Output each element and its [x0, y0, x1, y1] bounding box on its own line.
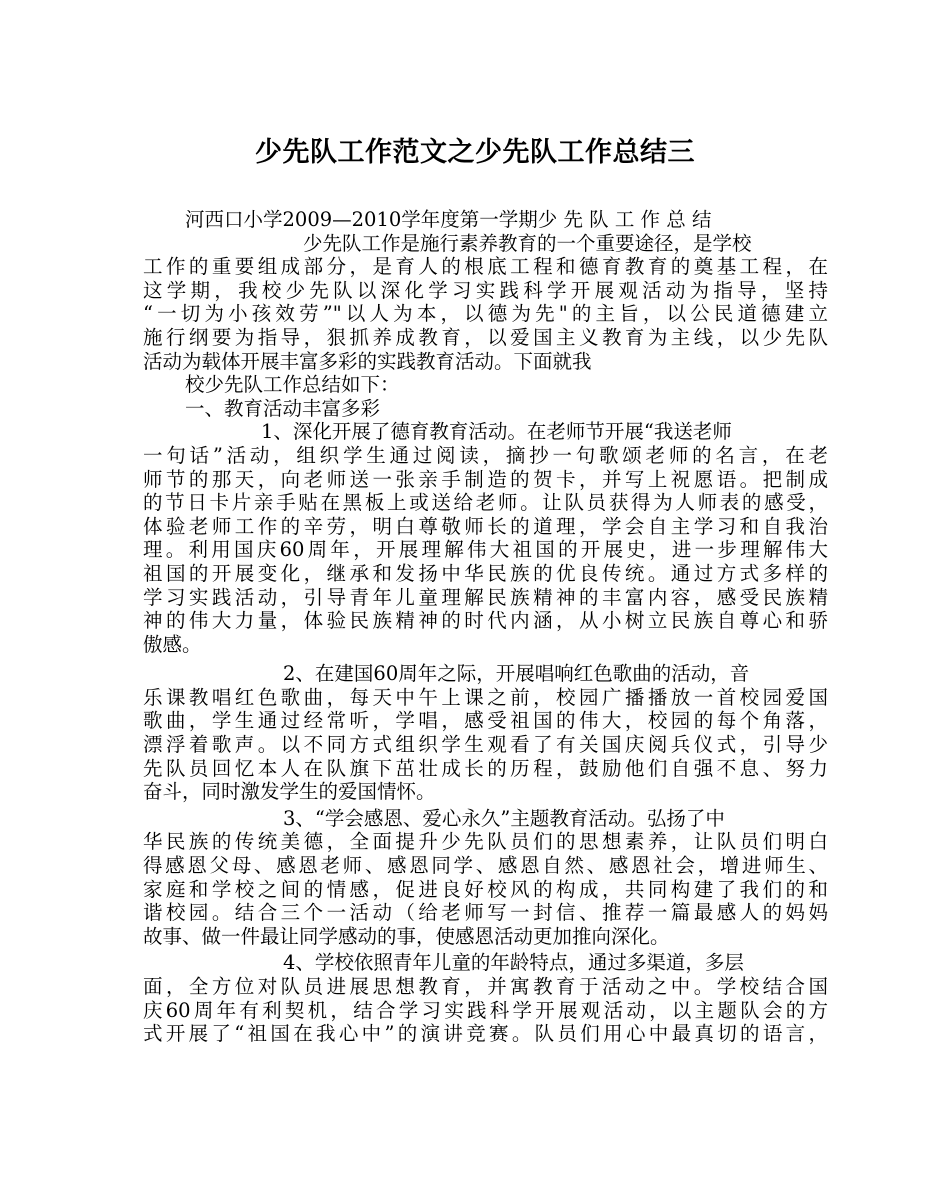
document-body: [143, 208, 828, 1046]
text-line: 傲感。: [143, 632, 202, 656]
text-line: 漂浮着歌声。以不同方式组织学生观看了有关国庆阅兵仪式，引导少: [143, 733, 828, 757]
text-line: 3、“学会感恩、爱心永久”主题教育活动。弘扬了中: [283, 806, 725, 830]
text-line: 2、在建国60周年之际，开展唱响红色歌曲的活动，音: [283, 662, 750, 686]
text-line: 谐校园。结合三个一活动（给老师写一封信、推荐一篇最感人的妈妈: [143, 901, 828, 925]
text-line: 河西口小学2009—2010学年度第一学期少 先 队 工 作 总 结: [185, 208, 712, 231]
text-line: 学习实践活动，引导青年儿童理解民族精神的丰富内容，感受民族精: [143, 585, 828, 609]
text-line: 工作的重要组成部分，是育人的根底工程和德育教育的奠基工程，在: [143, 255, 828, 279]
text-line: 歌曲，学生通过经常听，学唱，感受祖国的伟大，校园的每个角落，: [143, 709, 828, 733]
text-line: 得感恩父母、感恩老师、感恩同学、感恩自然、感恩社会，增进师生、: [143, 854, 828, 878]
text-line: 理。利用国庆60周年，开展理解伟大祖国的开展史，进一步理解伟大: [143, 538, 828, 562]
text-line: 家庭和学校之间的情感，促进良好校风的构成，共同构建了我们的和: [143, 877, 828, 901]
text-line: 4、学校依照青年儿童的年龄特点，通过多渠道，多层: [283, 951, 744, 975]
text-line: 乐课教唱红色歌曲，每天中午上课之前，校园广播播放一首校园爱国: [143, 685, 828, 709]
text-line: 奋斗，同时激发学生的爱国情怀。: [143, 780, 436, 804]
text-line: 祖国的开展变化，继承和发扬中华民族的优良传统。通过方式多样的: [143, 561, 828, 585]
document-title: 少先队工作范文之少先队工作总结三: [255, 137, 695, 168]
text-line: “一切为小孩效劳”"以人为本，以德为先"的主旨，以公民道德建立: [143, 302, 828, 326]
text-line: 这学期，我校少先队以深化学习实践科学开展观活动为指导，坚持: [143, 278, 828, 302]
text-line: 先队员回忆本人在队旗下茁壮成长的历程，鼓励他们自强不息、努力: [143, 756, 828, 780]
text-line: 的节日卡片亲手贴在黑板上或送给老师。让队员获得为人师表的感受，: [143, 491, 828, 515]
text-line: 师节的那天，向老师送一张亲手制造的贺卡，并写上祝愿语。把制成: [143, 467, 828, 491]
text-line: 活动为载体开展丰富多彩的实践教育活动。下面就我: [143, 349, 592, 373]
text-line: 神的伟大力量，体验民族精神的时代内涵，从小树立民族自尊心和骄: [143, 609, 828, 633]
text-line: 式开展了“祖国在我心中”的演讲竞赛。队员们用心中最真切的语言，: [143, 1022, 828, 1046]
text-line: 面，全方位对队员进展思想教育，并寓教育于活动之中。学校结合国: [143, 975, 828, 998]
text-line: 施行纲要为指导，狠抓养成教育，以爱国主义教育为主线，以少先队: [143, 325, 828, 349]
text-line: 一句话”活动，组织学生通过阅读，摘抄一句歌颂老师的名言，在老: [143, 443, 828, 467]
text-line: 故事、做一件最让同学感动的事，使感恩活动更加推向深化。: [143, 924, 670, 948]
text-line: 校少先队工作总结如下：: [185, 373, 400, 397]
text-line: 少先队工作是施行素养教育的一个重要途径，是学校: [303, 231, 752, 255]
text-line: 1、深化开展了德育教育活动。在老师节开展“我送老师: [261, 420, 732, 444]
text-line: 庆60周年有利契机，结合学习实践科学开展观活动，以主题队会的方: [143, 998, 828, 1022]
text-line: 一、教育活动丰富多彩: [185, 396, 381, 420]
text-line: 华民族的传统美德，全面提升少先队员们的思想素养，让队员们明白: [143, 830, 828, 854]
text-line: 体验老师工作的辛劳，明白尊敬师长的道理，学会自主学习和自我治: [143, 514, 828, 538]
